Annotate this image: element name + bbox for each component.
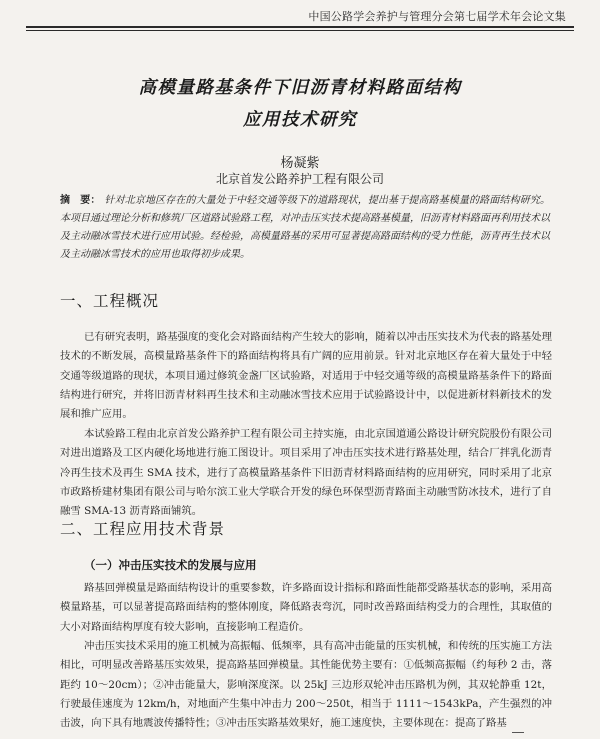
header-rule-thin bbox=[26, 30, 574, 31]
header-rule bbox=[26, 26, 574, 28]
paragraph: 已有研究表明，路基强度的变化会对路面结构产生较大的影响，随着以冲击压实技术为代表的路基处理技术的不断发展，高模量路基条件下的路面结构将具有广阔的应用前景。针对北京地区存在着大量处于中轻交通等级道路的现状，本项目通过修筑金盏厂区试验路，对适用于中轻交通等级的高模量路基条件下的路面结构进行研究，并将旧沥青材料再生技术和主动融冰雪技术应用于试验路设计中，以促进新材料新技术的发展和推广应用。 bbox=[60, 331, 552, 421]
subsection-heading-impact-compaction: （一）冲击压实技术的发展与应用 bbox=[84, 558, 257, 572]
abstract-label: 摘 要： bbox=[60, 195, 101, 206]
paragraph: 冲击压实技术采用的施工机械为高振幅、低频率，具有高冲击能量的压实机械，和传统的压实施工方法相比，可明显改善路基压实效果，提高路基回弹模量。其性能优势主要有：①低频高振幅（约每秒 2 击，落距约 10～20cm）；②冲击能量大，影响深度深。以 25kJ 三边形双轮冲击压路机为例，其双轮静重 12t，行驶最佳速度为 12km/h，对地面产生集中冲击力 200～250t，相当于 1111～1543kPa，产生强烈的冲击波，向下具有地震波传播特性；③冲击压实路基效果好，施工速度快，主要体现在：提高了路基 bbox=[60, 640, 552, 730]
abstract bbox=[60, 192, 550, 264]
section-heading-technical-background: 二、工程应用技术背景 bbox=[60, 520, 226, 538]
paragraph: 路基回弹模量是路面结构设计的重要参数，许多路面设计指标和路面性能都受路基状态的影响，采用高模量路基，可以显著提高路面结构的整体刚度，降低路表弯沉，同时改善路面结构受力的合理性，其取值的大小对路面结构厚度有较大影响，直接影响工程造价。 bbox=[60, 582, 552, 633]
paper-title-line-1: 高模量路基条件下旧沥青材料路面结构 bbox=[138, 78, 462, 98]
author-affiliation: 北京首发公路养护工程有限公司 bbox=[215, 172, 384, 186]
running-header: 中国公路学会养护与管理分会第七届学术年会论文集 bbox=[308, 10, 566, 23]
paragraph: 本试验路工程由北京首发公路养护工程有限公司主持实施，由北京国道通公路设计研究院股份有限公司对进出道路及工区内硬化场地进行施工图设计。项目采用了冲击压实技术进行路基处理，结合厂拌乳化沥青冷再生技术及再生 SMA 技术，进行了高模量路基条件下旧沥青材料路面结构的应用研究，同时采用了北京市政路桥建材集团有限公司与哈尔滨工业大学联合开发的绿色环保型沥青路面主动融雪防冰技术，进行了自融雪 SMA-13 沥青路面铺筑。 bbox=[60, 428, 552, 518]
abstract-text: 针对北京地区存在的大量处于中轻交通等级下的道路现状，提出基于提高路基模量的路面结构研究。本项目通过理论分析和修筑厂区道路试验路工程，对冲击压实技术提高路基模量，旧沥青材料路面再利用技术以及主动融冰雪技术进行应用试验。经检验，高模量路基的采用可显著提高路面结构的受力性能，沥青再生技术以及主动融冰雪技术的应用也取得初步成果。 bbox=[60, 195, 551, 260]
page-mark bbox=[512, 732, 524, 733]
section-heading-overview: 一、工程概况 bbox=[60, 292, 160, 310]
paper-title-line-2: 应用技术研究 bbox=[243, 110, 357, 130]
author-name: 杨凝紫 bbox=[280, 156, 320, 171]
